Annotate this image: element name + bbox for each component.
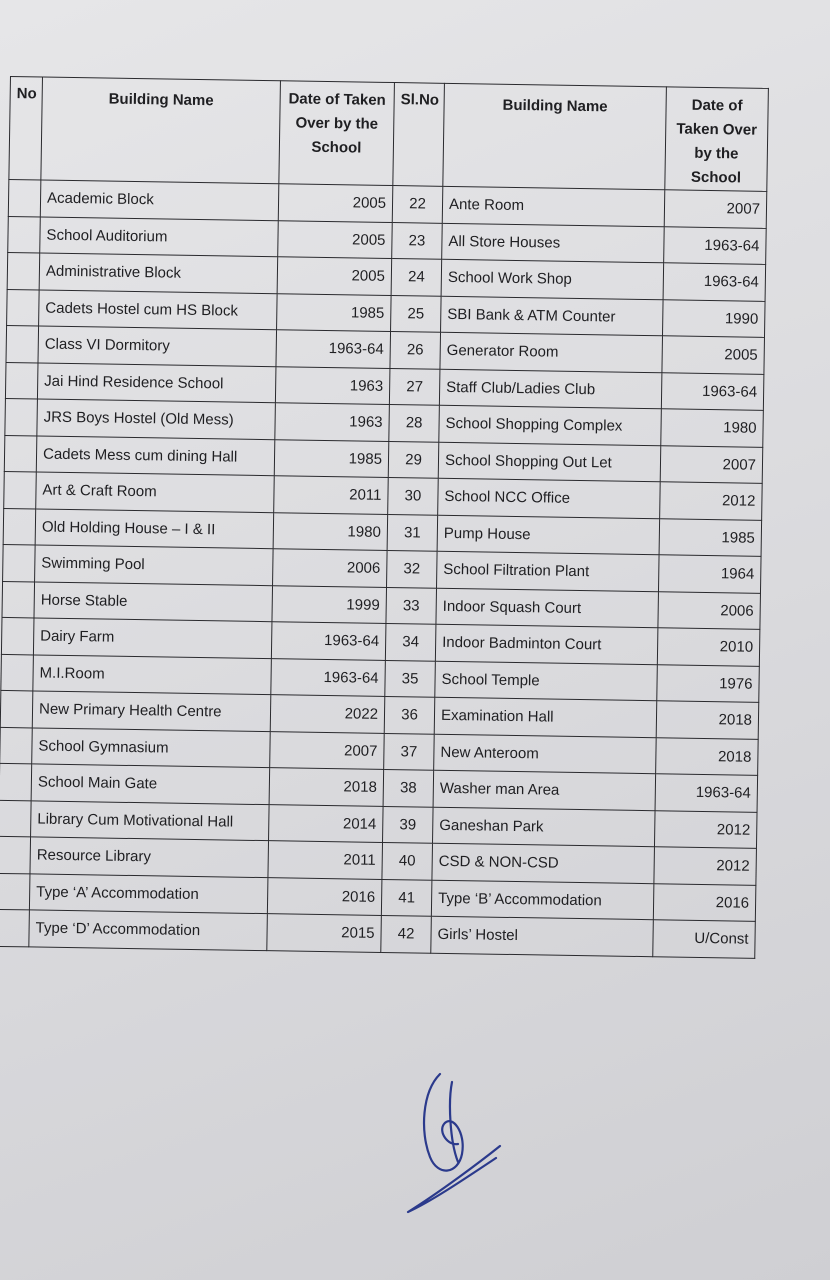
date-taken-cell: 2010 [657,628,760,666]
date-taken-cell: 2006 [658,591,761,629]
row-number-cell [1,654,34,691]
building-name-cell: Ante Room [442,186,665,226]
date-taken-cell: 2005 [278,220,393,258]
sl-no-cell: 37 [384,733,435,770]
building-name-cell: Staff Club/Ladies Club [439,369,662,409]
building-name-cell: Library Cum Motivational Hall [31,800,270,840]
date-taken-cell: 1985 [277,293,392,331]
sl-no-cell: 23 [392,222,443,259]
sl-no-cell: 42 [381,915,432,952]
date-taken-cell: 2022 [270,695,385,733]
sl-no-cell: 29 [388,441,439,478]
building-name-cell: Washer man Area [433,770,656,810]
date-taken-cell: 1963-64 [663,263,766,301]
row-number-cell [1,617,34,654]
date-taken-cell: 1963-64 [664,226,767,264]
building-name-cell: Resource Library [30,837,269,877]
sl-no-cell: 40 [382,842,433,879]
date-taken-cell: 2011 [274,476,389,514]
sl-no-cell: 36 [384,696,435,733]
building-name-cell: Swimming Pool [35,545,274,585]
building-name-cell: All Store Houses [442,223,665,263]
date-taken-cell: 2018 [656,701,759,739]
building-name-cell: M.I.Room [33,654,272,694]
row-number-cell [7,252,40,289]
row-number-cell [2,581,35,618]
row-number-cell [4,435,37,472]
row-number-cell [6,325,39,362]
date-taken-cell: 2005 [662,336,765,374]
building-name-cell: Girls’ Hostel [431,916,654,956]
building-name-cell: School Main Gate [31,764,270,804]
date-taken-cell: 1963-64 [655,774,758,812]
row-number-cell [8,179,41,216]
date-taken-cell: 1976 [657,664,760,702]
buildings-table [0,76,769,958]
building-name-cell: Indoor Squash Court [436,588,659,628]
building-name-cell: School Auditorium [40,216,279,256]
building-name-cell: Cadets Mess cum dining Hall [36,435,275,475]
building-name-cell: School Shopping Complex [439,405,662,445]
date-taken-cell: 2007 [660,445,763,483]
sl-no-cell: 34 [385,623,436,660]
header-date-taken-left: Date of Taken Over by the School [279,81,395,186]
row-number-cell [7,289,40,326]
row-number-cell [0,836,31,873]
sl-no-cell: 39 [383,806,434,843]
sl-no-cell: 27 [389,368,440,405]
row-number-cell [5,398,38,435]
date-taken-cell: 1985 [659,518,762,556]
sl-no-cell: 31 [387,514,438,551]
header-building-name-right: Building Name [443,83,667,189]
date-taken-cell: 2012 [654,810,757,848]
row-number-cell [0,909,29,946]
date-taken-cell: 2012 [654,847,757,885]
row-number-cell [0,800,31,837]
header-date-taken-right: Date of Taken Over by the School [665,87,769,192]
sl-no-cell: 32 [387,550,438,587]
building-name-cell: JRS Boys Hostel (Old Mess) [37,399,276,439]
row-number-cell [0,690,33,727]
date-taken-cell: 2018 [269,768,384,806]
row-number-cell [5,362,38,399]
date-taken-cell: 2015 [267,914,382,952]
building-name-cell: Indoor Badminton Court [435,624,658,664]
sl-no-cell: 33 [386,587,437,624]
row-number-cell [3,508,36,545]
sl-no-cell: 41 [381,879,432,916]
date-taken-cell: 2005 [278,184,393,222]
sl-no-cell: 25 [391,295,442,332]
header-building-name-left: Building Name [41,77,281,184]
date-taken-cell: 2012 [660,482,763,520]
date-taken-cell: 2007 [270,731,385,769]
date-taken-cell: 1963-64 [271,658,386,696]
date-taken-cell: U/Const [653,920,756,958]
sl-no-cell: 22 [392,186,443,223]
date-taken-cell: 1963-64 [661,372,764,410]
date-taken-cell: 2011 [268,841,383,879]
building-name-cell: Administrative Block [39,253,278,293]
sl-no-cell: 35 [385,660,436,697]
building-name-cell: Type ‘A’ Accommodation [29,873,268,913]
date-taken-cell: 1990 [663,299,766,337]
sl-no-cell: 28 [389,404,440,441]
building-name-cell: School NCC Office [438,478,661,518]
building-name-cell: Jai Hind Residence School [37,362,276,402]
date-taken-cell: 1980 [661,409,764,447]
date-taken-cell: 1963-64 [271,622,386,660]
building-name-cell: Old Holding House – I & II [35,508,274,548]
row-number-cell [4,471,37,508]
building-name-cell: Cadets Hostel cum HS Block [39,289,278,329]
building-name-cell: School Temple [435,661,658,701]
header-no: No [9,77,43,180]
building-name-cell: Class VI Dormitory [38,326,277,366]
date-taken-cell: 1964 [658,555,761,593]
sl-no-cell: 24 [391,259,442,296]
building-name-cell: School Filtration Plant [437,551,660,591]
header-sl-no: Sl.No [393,83,445,187]
table-header-row [9,77,769,192]
building-name-cell: Type ‘D’ Accommodation [29,910,268,950]
date-taken-cell: 1963 [275,366,390,404]
sl-no-cell: 30 [388,477,439,514]
date-taken-cell: 1963 [275,403,390,441]
building-name-cell: Ganeshan Park [433,807,656,847]
building-name-cell: Academic Block [40,180,279,220]
date-taken-cell: 1963-64 [276,330,391,368]
date-taken-cell: 2007 [664,190,767,228]
sl-no-cell: 26 [390,332,441,369]
building-name-cell: Horse Stable [34,581,273,621]
building-name-cell: Type ‘B’ Accommodation [431,880,654,920]
date-taken-cell: 1999 [272,585,387,623]
date-taken-cell: 2016 [267,877,382,915]
signature [400,1062,510,1222]
building-name-cell: Art & Craft Room [36,472,275,512]
building-name-cell: School Work Shop [441,259,664,299]
row-number-cell [3,544,36,581]
row-number-cell [0,873,30,910]
date-taken-cell: 1985 [274,439,389,477]
row-number-cell [0,763,32,800]
building-name-cell: CSD & NON-CSD [432,843,655,883]
date-taken-cell: 2006 [273,549,388,587]
date-taken-cell: 2014 [269,804,384,842]
row-number-cell [8,216,41,253]
building-name-cell: Generator Room [440,332,663,372]
document-sheet [0,76,768,958]
building-name-cell: Dairy Farm [33,618,272,658]
building-name-cell: New Anteroom [434,734,657,774]
building-name-cell: SBI Bank & ATM Counter [441,296,664,336]
building-name-cell: Examination Hall [434,697,657,737]
date-taken-cell: 2018 [656,737,759,775]
building-name-cell: School Shopping Out Let [438,442,661,482]
date-taken-cell: 1980 [273,512,388,550]
building-name-cell: Pump House [437,515,660,555]
date-taken-cell: 2016 [653,883,756,921]
sl-no-cell: 38 [383,769,434,806]
building-name-cell: New Primary Health Centre [32,691,271,731]
row-number-cell [0,727,32,764]
date-taken-cell: 2005 [277,257,392,295]
building-name-cell: School Gymnasium [32,727,271,767]
